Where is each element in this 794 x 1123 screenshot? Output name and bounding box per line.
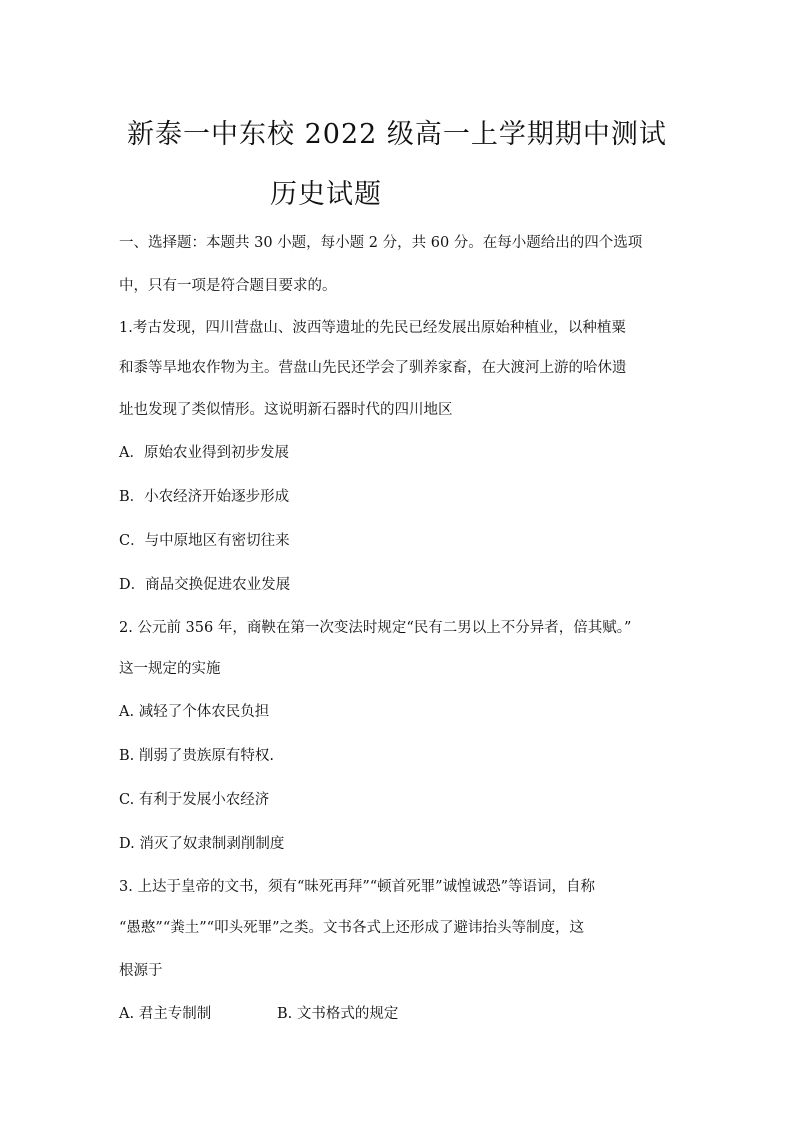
q3-stem-line-3: 根源于 xyxy=(119,963,163,979)
q2-option-a: A. 减轻了个体农民负担 xyxy=(119,704,270,720)
q3-option-b: B. 文书格式的规定 xyxy=(277,1006,399,1022)
q1-stem-line-3: 址也发现了类似情形。这说明新石器时代的四川地区 xyxy=(119,402,453,418)
exam-title: 新泰一中东校 2022 级高一上学期期中测试 xyxy=(127,119,667,150)
q3-stem-line-2: “愚憨”“粪土”“叩头死罪”之类。文书各式上还形成了避讳抬头等制度，这 xyxy=(119,920,584,936)
exam-subtitle: 历史试题 xyxy=(270,179,382,210)
q2-stem-line-1: 2. 公元前 356 年，商鞅在第一次变法时规定“民有二男以上不分异者，倍其赋。” xyxy=(119,620,632,636)
q2-option-c: C. 有利于发展小农经济 xyxy=(119,792,270,808)
q1-stem-line-1: 1.考古发现，四川营盘山、波西等遗址的先民已经发展出原始种植业，以种植粟 xyxy=(119,320,626,336)
q1-option-a: A．原始农业得到初步发展 xyxy=(119,445,289,461)
q1-stem-line-2: 和黍等旱地农作物为主。营盘山先民还学会了驯养家畜，在大渡河上游的哈休遗 xyxy=(119,360,627,376)
section-instructions-line-2: 中，只有一项是符合题目要求的。 xyxy=(119,278,337,294)
q3-option-a: A. 君主专制制 xyxy=(119,1006,212,1022)
q2-option-b: B. 削弱了贵族原有特权. xyxy=(119,748,274,764)
q1-option-b: B．小农经济开始逐步形成 xyxy=(119,489,290,505)
q3-stem-line-1: 3. 上达于皇帝的文书，须有“昧死再拜”“顿首死罪”诚惶诚恐”等语词，自称 xyxy=(119,879,596,895)
q2-stem-line-2: 这一规定的实施 xyxy=(119,661,221,677)
q1-option-d: D．商品交换促进农业发展 xyxy=(119,577,291,593)
q1-option-c: C．与中原地区有密切往来 xyxy=(119,533,290,549)
section-instructions-line-1: 一、选择题：本题共 30 小题，每小题 2 分，共 60 分。在每小题给出的四个选项 xyxy=(119,235,643,251)
q2-option-d: D. 消灭了奴隶制剥削制度 xyxy=(119,836,285,852)
